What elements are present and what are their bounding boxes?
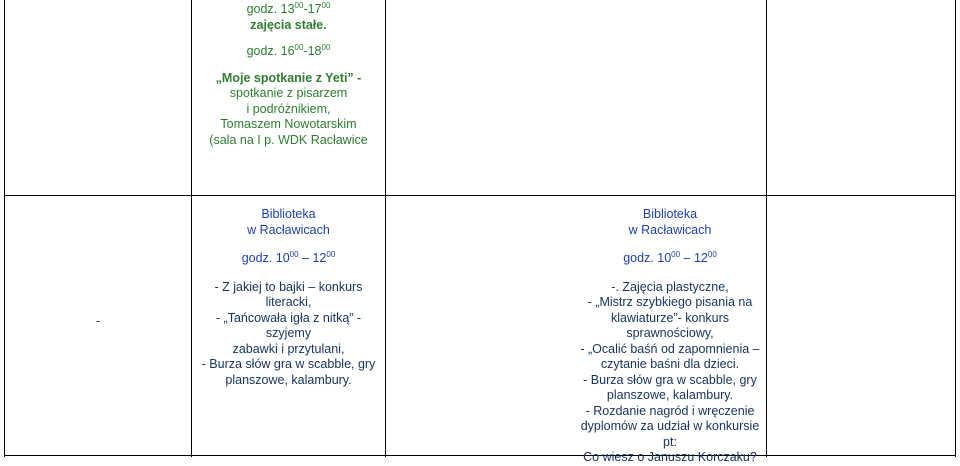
library-location-line: w Racławicach xyxy=(247,222,330,237)
event-description-line: spotkanie z pisarzem xyxy=(229,86,348,100)
time-slot-2: godz. $16^{00}-18^{00}$ xyxy=(246,42,331,58)
activity-line: - Burza słów gra w scabble, gry xyxy=(201,357,376,371)
table-border-col3 xyxy=(766,0,767,457)
library-location-line: w Racławicach xyxy=(628,222,712,237)
schedule-cell-row2-col1 xyxy=(90,314,106,330)
activity-line: dyplomów za udział w konkursie pt: xyxy=(580,419,760,449)
schedule-cell-row2-col3 xyxy=(575,207,765,466)
time-slot: godz. $10^{00} - 12^{00}$ xyxy=(241,249,336,265)
activity-line: - „Tańcowała igła z nitką” - szyjemy xyxy=(215,310,362,340)
activity-line: Co wiesz o Januszu Korczaku? xyxy=(583,450,757,464)
table-border-right xyxy=(955,0,956,457)
library-name-line: Biblioteka xyxy=(261,207,316,221)
table-border-left xyxy=(4,0,5,457)
activity-line: zabawki i przytulani, xyxy=(232,341,345,356)
table-row-divider xyxy=(4,195,956,196)
event-title-line: „Moje spotkanie z Yeti” - xyxy=(215,70,362,85)
schedule-cell-row1-col2 xyxy=(192,2,385,148)
table-border-bottom xyxy=(4,455,956,456)
activity-line: klawiaturze”- konkurs xyxy=(610,310,730,325)
time-slot: godz. $10^{00} - 12^{00}$ xyxy=(623,249,717,265)
activity-regular: zajęcia stałe. xyxy=(250,17,327,32)
event-description-line: Tomaszem Nowotarskim xyxy=(220,117,357,131)
event-description-line: i podróżnikiem, xyxy=(246,101,331,116)
schedule-cell-row2-col2 xyxy=(192,207,385,388)
activity-line: - Burza słów gra w scabble, gry xyxy=(583,372,757,387)
time-slot-1: godz. $13^{00}-17^{00}$ xyxy=(246,0,331,16)
activity-line: -. Zajęcia plastyczne, xyxy=(611,279,729,294)
event-venue: (sala na I p. WDK Racławice xyxy=(209,132,368,147)
activity-line: - „Ocalić baśń od zapomnienia – xyxy=(580,341,760,356)
activity-line: - Z jakiej to bajki – konkurs literacki, xyxy=(214,279,363,309)
activity-line: sprawnościowy, xyxy=(626,326,714,340)
table-border-col2 xyxy=(385,0,386,457)
activity-line: planszowe, kalambury. xyxy=(606,388,734,402)
empty-cell-dash: - xyxy=(95,314,101,328)
activity-line: planszowe, kalambury. xyxy=(225,372,352,387)
activity-line: - Rozdanie nagród i wręczenie xyxy=(585,403,755,418)
library-name-line: Biblioteka xyxy=(642,207,698,221)
activity-line: - „Mistrz szybkiego pisania na xyxy=(587,295,753,309)
activity-line: czytanie baśni dla dzieci. xyxy=(600,357,740,371)
